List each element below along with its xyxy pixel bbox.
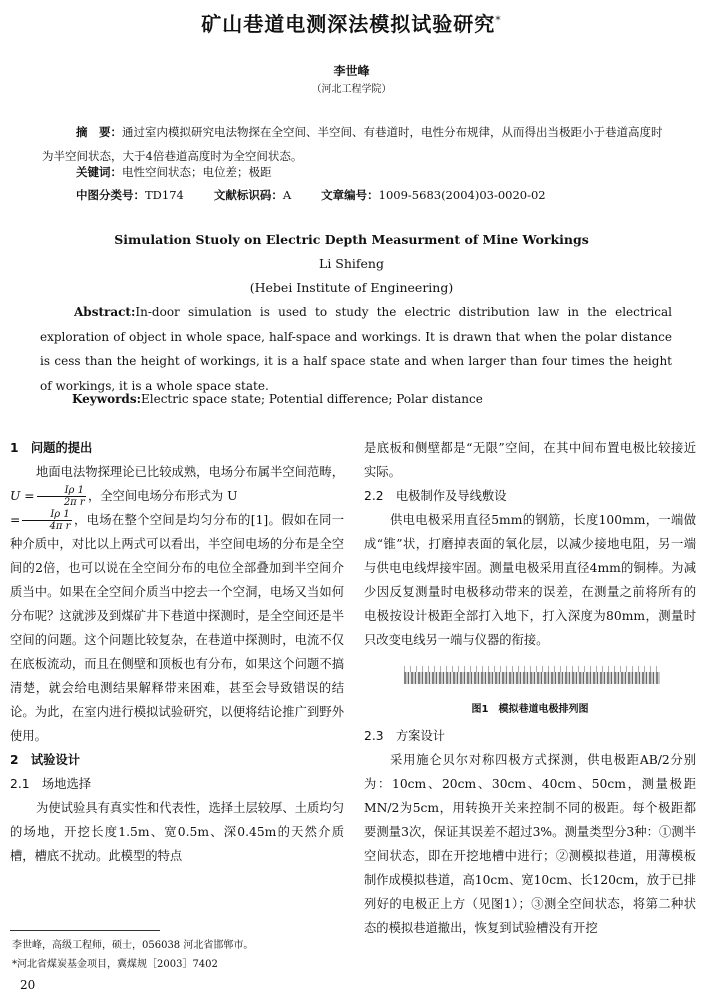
formula1-lhs: U =	[10, 489, 35, 503]
sec1-text-c: ，电场在整个空间是均匀分布的[1]。假如在同一种介质中，对比以上两式可以看出，半空间电场的分布是全空间的2倍，也可以说在全空间分布的电位全部叠加到半空间介质当中。如果在全空间介质当中挖去一个空洞，电场又当如何分布呢？这就涉及到煤矿井下巷道中探测时，是全空间还是半空间的问题。这个问题比较复杂，在巷道中探测时，电流不仅在底板流动，而且在侧壁和顶板也有分布，如果这个问题不搞清楚，就会给电测结果解释带来困难，甚至会导致错误的结论。为此，在室内进行模拟试验研究，以便将结论推广到野外使用。	[10, 513, 344, 743]
abstract-cn	[42, 120, 672, 168]
keywords-cn-text: 电性空间状态；电位差；极距	[122, 165, 272, 179]
formula1-fraction	[37, 485, 86, 508]
sec1-text-b: ，全空间电场分布形式为 U	[87, 489, 238, 503]
affiliation-cn: （河北工程学院）	[311, 84, 392, 95]
section-2-3-heading: 2.3 方案设计	[364, 729, 446, 743]
section-1-paragraph	[10, 460, 344, 748]
article-number	[321, 187, 545, 203]
keywords-cn-label: 关键词：	[76, 165, 122, 179]
clc-label: 中图分类号：	[76, 188, 145, 202]
page-number: 20	[20, 978, 36, 992]
formula-half-space	[10, 485, 88, 508]
footnote-divider	[10, 930, 160, 931]
clc-code	[76, 187, 184, 203]
footnotes	[12, 936, 253, 974]
title-footnote-mark: *	[495, 13, 502, 27]
keywords-en	[72, 392, 483, 406]
footnote-fund: *河北省煤炭基金项目，冀煤规［2003］7402	[12, 959, 218, 970]
classification-line	[76, 187, 676, 203]
abstract-en-text: In-door simulation is used to study the electric distribution law in the electrical exploration of object in whole space, half-space and workings. It is drawn that when the polar distance is cess than the height of workings, it is a half space state and when larger than four times the height of workings, it is a whole space state.	[40, 305, 672, 393]
section-1-heading: 1 问题的提出	[10, 441, 93, 455]
doc-code-value: A	[282, 188, 292, 202]
keywords-cn	[76, 164, 272, 180]
figure-1-trench	[404, 672, 660, 684]
formula2-fraction	[22, 509, 71, 532]
figure-1-caption: 图1 模拟巷道电极排列图	[471, 704, 589, 715]
formula2-den: 4π r	[49, 521, 71, 532]
formula2-num: Iρ 1	[22, 509, 71, 521]
doc-code	[214, 187, 291, 203]
formula1-den: 2π r	[63, 497, 85, 508]
title-text: 矿山巷道电测深法模拟试验研究	[201, 12, 496, 36]
section-2-1-continuation: 是底板和侧壁都是“无限”空间，在其中间布置电极比较接近实际。	[364, 441, 696, 479]
doc-code-label: 文献标识码：	[213, 188, 283, 202]
sec1-text-a: 地面电法物探理论已比较成熟，电场分布属半空间范畴，	[36, 465, 344, 479]
section-2-heading: 2 试验设计	[10, 753, 81, 767]
keywords-en-text: Electric space state; Potential difference; Polar distance	[141, 392, 483, 406]
title-en: Simulation Stuoly on Electric Depth Measurment of Mine Workings	[114, 232, 589, 247]
author-cn: 李世峰	[333, 64, 370, 78]
clc-value: TD174	[145, 188, 184, 202]
section-2-1-paragraph: 为使试验具有真实性和代表性，选择土层较厚、土质均匀的场地，开挖长度1.5m、宽0.5m、深0.45m的天然介质槽，槽底不扰动。此模型的特点	[10, 801, 344, 863]
author-en: Li Shifeng	[319, 256, 384, 271]
article-no-value: 1009-5683(2004)03-0020-02	[378, 188, 546, 202]
formula1-num: Iρ 1	[37, 485, 86, 497]
figure-1-image	[404, 658, 660, 698]
article-no-label: 文章编号：	[321, 188, 379, 202]
abstract-en-label: Abstract:	[74, 305, 136, 319]
affiliation-en: (Hebei Institute of Engineering)	[249, 280, 454, 295]
abstract-cn-text: 通过室内模拟研究电法物探在全空间、半空间、有巷道时，电性分布规律，从而得出当极距小于巷道高度时为半空间状态，大于4倍巷道高度时为全空间状态。	[42, 125, 663, 163]
abstract-en	[40, 300, 672, 398]
right-column	[364, 436, 696, 940]
section-2-3-paragraph: 采用施仑贝尔对称四极方式探测，供电极距AB/2分别为：10cm、20cm、30cm、40cm、50cm，测量极距MN/2为5cm，用转换开关来控制不同的极距。每个极距都要测量3次，保证其误差不超过3%。测量类型分3种：①测半空间状态，即在开挖地槽中进行；②测模拟巷道，用薄模板制作成模拟巷道，高10cm、宽10cm、长120cm，放于已排列好的电极正上方（见图1）；③测全空间状态，将第二种状态的模拟巷道撤出，恢复到试验槽没有开挖	[364, 753, 696, 935]
formula2-lhs: =	[10, 513, 21, 527]
section-2-2-heading: 2.2 电极制作及导线敷设	[364, 489, 507, 503]
paper-title	[0, 8, 703, 37]
abstract-cn-label: 摘 要：	[76, 125, 122, 139]
section-2-2-paragraph: 供电电极采用直径5mm的钢筋，长度100mm，一端做成“锥”状，打磨掉表面的氧化层，以减少接地电阻，另一端与供电电线焊接牢固。测量电极采用直径4mm的铜棒。为减少因反复测量时电极移动带来的误差，在测量之前将所有的电极按设计极距全部打入地下，打入深度为80mm，测量时只改变电线另一端与仪器的衔接。	[364, 513, 696, 647]
section-2-1-heading: 2.1 场地选择	[10, 777, 92, 791]
footnote-author: 李世峰，高级工程师，硕士，056038 河北省邯郸市。	[12, 940, 254, 951]
left-column	[10, 436, 344, 868]
formula-whole-space	[10, 509, 74, 532]
keywords-en-label: Keywords:	[72, 392, 142, 406]
